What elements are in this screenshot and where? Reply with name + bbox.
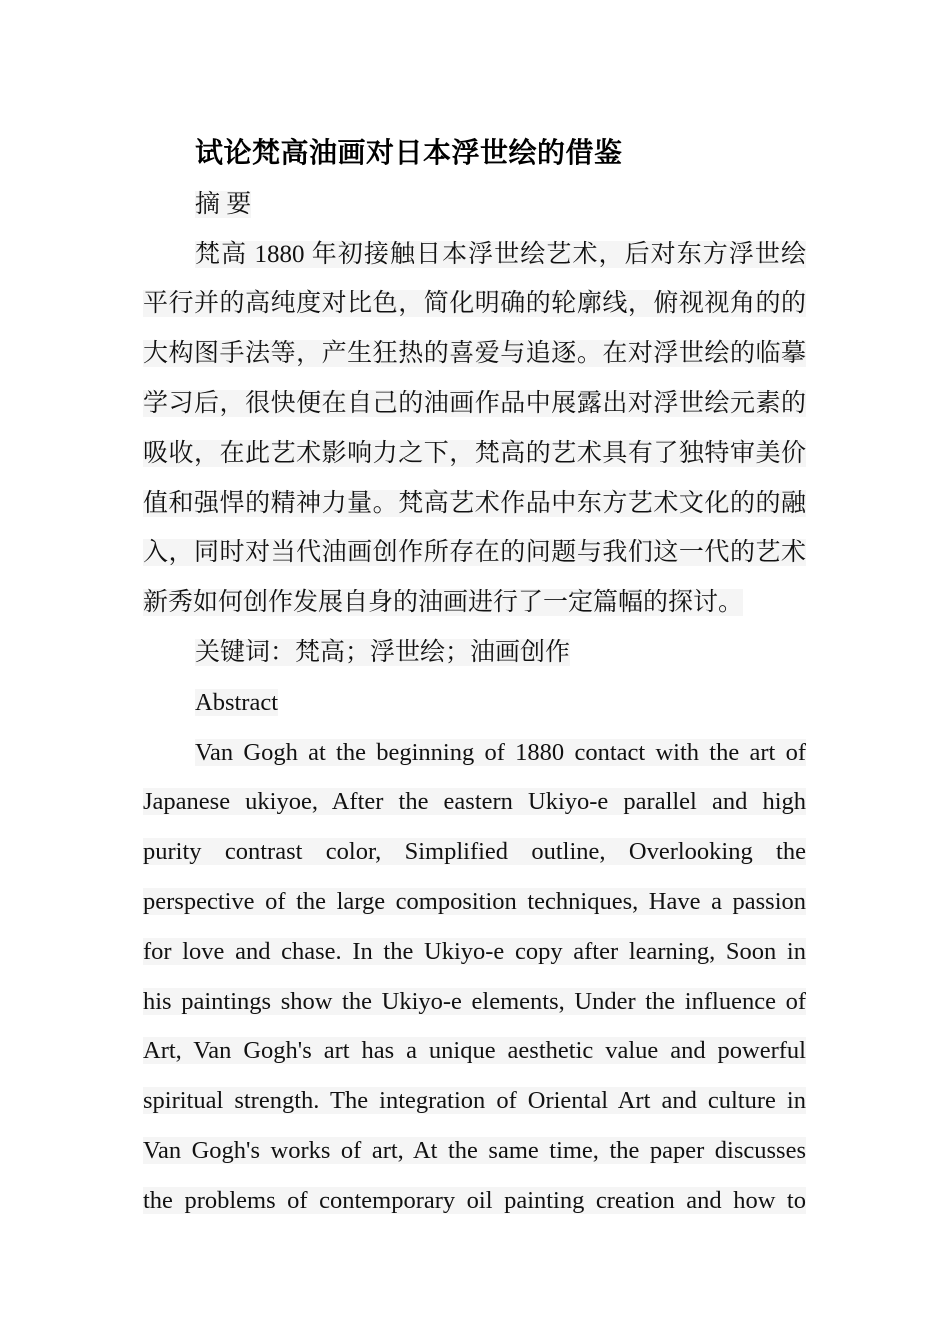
highlighted-text: 平行并的高纯度对比色，简化明确的轮廓线，俯视视角的的 <box>143 290 806 318</box>
abstract-label-cn-line <box>143 180 806 230</box>
highlighted-text: spiritual strength. The integration of Oriental Art and culture in <box>143 1087 806 1115</box>
highlighted-text: purity contrast color, Simplified outline, Overlooking the <box>143 838 806 866</box>
text-line <box>143 329 806 379</box>
keywords-text: 关键词：梵高；浮世绘；油画创作 <box>195 638 571 666</box>
text-line <box>143 230 806 280</box>
text-line <box>143 1026 806 1076</box>
text-line <box>143 827 806 877</box>
text-line <box>143 429 806 479</box>
highlighted-text: Japanese ukiyoe, After the eastern Ukiyo-e parallel and high <box>143 788 806 816</box>
abstract-label-en: Abstract <box>195 688 278 716</box>
text-line <box>143 479 806 529</box>
text-line <box>143 379 806 429</box>
highlighted-text: his paintings show the Ukiyo-e elements, Under the influence of <box>143 987 806 1015</box>
highlighted-text: 值和强悍的精神力量。梵高艺术作品中东方艺术文化的的融 <box>143 489 806 517</box>
highlighted-text: Van Gogh's works of art, At the same time, the paper discusses <box>143 1136 806 1164</box>
text-line <box>143 977 806 1027</box>
text-line <box>143 927 806 977</box>
highlighted-text: the problems of contemporary oil painting creation and how to <box>143 1186 806 1214</box>
highlighted-text: 入，同时对当代油画创作所存在的问题与我们这一代的艺术 <box>143 539 806 567</box>
highlighted-text: Art, Van Gogh's art has a unique aesthetic value and powerful <box>143 1037 806 1065</box>
text-line <box>143 279 806 329</box>
keywords-line <box>143 628 806 678</box>
text-line <box>143 728 806 778</box>
text-line <box>143 1126 806 1176</box>
abstract-label-cn: 摘 要 <box>195 190 252 218</box>
abstract-label-en-line <box>143 678 806 728</box>
text-line <box>143 578 806 628</box>
highlighted-text: for love and chase. In the Ukiyo-e copy after learning, Soon in <box>143 937 806 965</box>
abstract-cn-paragraph <box>143 230 806 628</box>
highlighted-text: 吸收，在此艺术影响力之下，梵高的艺术具有了独特审美价 <box>143 439 806 467</box>
abstract-en-paragraph <box>143 728 806 1226</box>
document-content <box>143 128 806 1226</box>
highlighted-text: 大构图手法等，产生狂热的喜爱与追逐。在对浮世绘的临摹 <box>143 340 806 368</box>
highlighted-text: 梵高 1880 年初接触日本浮世绘艺术，后对东方浮世绘 <box>195 240 806 268</box>
text-line <box>143 1176 806 1226</box>
document-title-line <box>143 128 806 180</box>
highlighted-text: 学习后，很快便在自己的油画作品中展露出对浮世绘元素的 <box>143 389 806 417</box>
text-line <box>143 1076 806 1126</box>
document-title: 试论梵高油画对日本浮世绘的借鉴 <box>195 136 623 169</box>
highlighted-text: 新秀如何创作发展自身的油画进行了一定篇幅的探讨。 <box>143 589 744 617</box>
text-line <box>143 877 806 927</box>
highlighted-text: perspective of the large composition techniques, Have a passion <box>143 887 806 915</box>
text-line <box>143 777 806 827</box>
highlighted-text: Van Gogh at the beginning of 1880 contact with the art of <box>195 738 806 766</box>
text-line <box>143 528 806 578</box>
